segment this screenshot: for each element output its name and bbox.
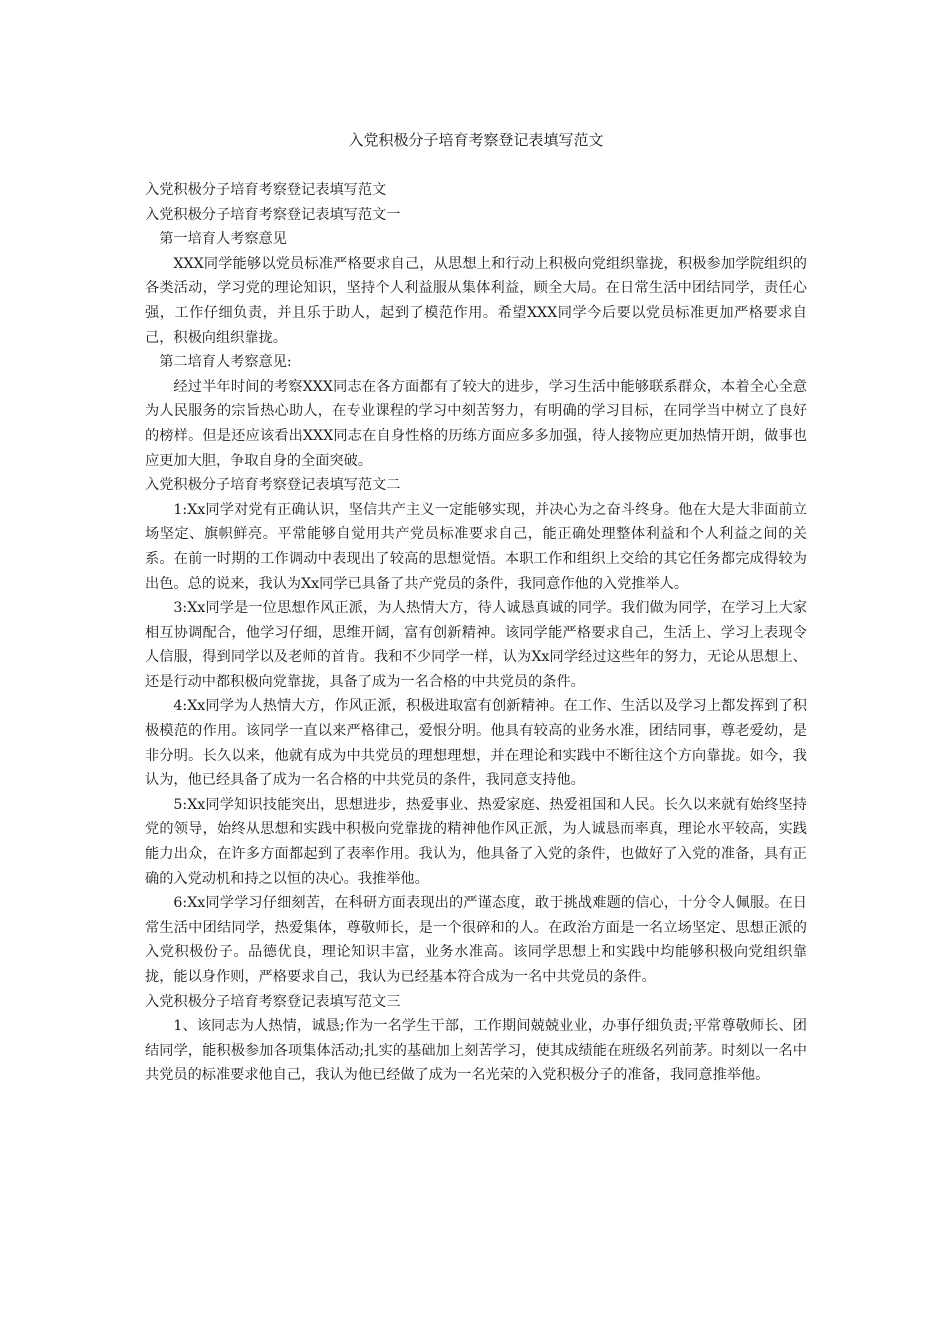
section-heading: 入党积极分子培育考察登记表填写范文二 xyxy=(145,477,401,494)
body-paragraph: 1:Xx同学对党有正确认识，坚信共产主义一定能够实现，并决心为之奋斗终身。他在大是大非面前立场坚定、旗帜鲜亮。平常能够自觉用共产党员标准要求自己，能正确处理整体利益和个人利益之间的关系。在前一时期的工作调动中表现出了较高的思想觉悟。本职工作和组织上交给的其它任务都完成得较为出色。总的说来，我认为Xx同学已具备了共产党员的条件，我同意作他的入党推举人。 xyxy=(145,501,807,592)
section-heading: 入党积极分子培育考察登记表填写范文三 xyxy=(145,993,401,1010)
body-paragraph: 1、该同志为人热情，诚恳;作为一名学生干部，工作期间兢兢业业，办事仔细负责;平常尊敬师长、团结同学，能积极参加各项集体活动;扎实的基础加上刻苦学习，使其成绩能在班级名列前茅。时刻以一名中共党员的标准要求他自己，我认为他已经做了成为一名光荣的入党积极分子的准备，我同意推举他。 xyxy=(145,1018,807,1084)
body-paragraph: 3:Xx同学是一位思想作风正派，为人热情大方，待人诚恳真诚的同学。我们做为同学，在学习上大家相互协调配合，他学习仔细，思维开阔，富有创新精神。该同学能严格要求自己，生活上、学习上表现令人信服，得到同学以及老师的首肯。我和不少同学一样，认为Xx同学经过这些年的努力，无论从思想上、还是行动中都积极向党靠拢，具备了成为一名合格的中共党员的条件。 xyxy=(145,600,807,690)
body-paragraph: XXX同学能够以党员标准严格要求自己，从思想上和行动上积极向党组织靠拢，积极参加学院组织的各类活动，学习党的理论知识，坚持个人利益服从集体利益，顾全大局。在日常生活中团结同学，责任心强，工作仔细负责，并且乐于助人，起到了模范作用。希望XXX同学今后要以党员标准更加严格要求自己，积极向组织靠拢。 xyxy=(145,255,807,346)
body-paragraph: 4:Xx同学为人热情大方，作风正派，积极进取富有创新精神。在工作、生活以及学习上都发挥到了积极模范的作用。该同学一直以来严格律己，爱恨分明。他具有较高的业务水准，团结同事，尊老爱幼，是非分明。长久以来，他就有成为中共党员的理想理想，并在理论和实践中不断往这个方向靠拢。如今，我认为，他已经具备了成为一名合格的中共党员的条件，我同意支持他。 xyxy=(145,698,807,789)
section-heading: 入党积极分子培育考察登记表填写范文 xyxy=(145,182,387,198)
body-paragraph: 经过半年时间的考察XXX同志在各方面都有了较大的进步，学习生活中能够联系群众，本着全心全意为人民服务的宗旨热心助人，在专业课程的学习中刻苦努力，有明确的学习目标，在同学当中树立了良好的榜样。但是还应该看出XXX同志在自身性格的历练方面应多多加强，待人接物应更加热情开朗，做事也应更加大胆，争取自身的全面突破。 xyxy=(145,378,807,469)
section-heading: 入党积极分子培育考察登记表填写范文一 xyxy=(145,206,401,223)
body-paragraph: 6:Xx同学学习仔细刻苦，在科研方面表现出的严谨态度，敢于挑战难题的信心，十分令人佩服。在日常生活中团结同学，热爱集体，尊敬师长，是一个很碎和的人。在政治方面是一名立场坚定、思想正派的入党积极份子。品德优良，理论知识丰富，业务水准高。该同学思想上和实践中均能够积极向党组织靠拢，能以身作则，严格要求自己，我认为已经基本符合成为一名中共党员的条件。 xyxy=(145,895,807,985)
subsection-heading: 第一培育人考察意见 xyxy=(159,231,287,248)
body-paragraph: 5:Xx同学知识技能突出，思想进步，热爱事业、热爱家庭、热爱祖国和人民。长久以来就有始终坚持党的领导，始终从思想和实践中积极向党靠拢的精神他作风正派，为人诚恳而率真，理论水平较高，实践能力出众，在许多方面都起到了表率作用。我认为，他具备了入党的条件，也做好了入党的准备，具有正确的入党动机和持之以恒的决心。我推举他。 xyxy=(145,796,807,887)
subsection-heading: 第二培育人考察意见: xyxy=(159,354,292,371)
document-title: 入党积极分子培育考察登记表填写范文 xyxy=(348,131,604,149)
document-body xyxy=(145,178,807,1088)
